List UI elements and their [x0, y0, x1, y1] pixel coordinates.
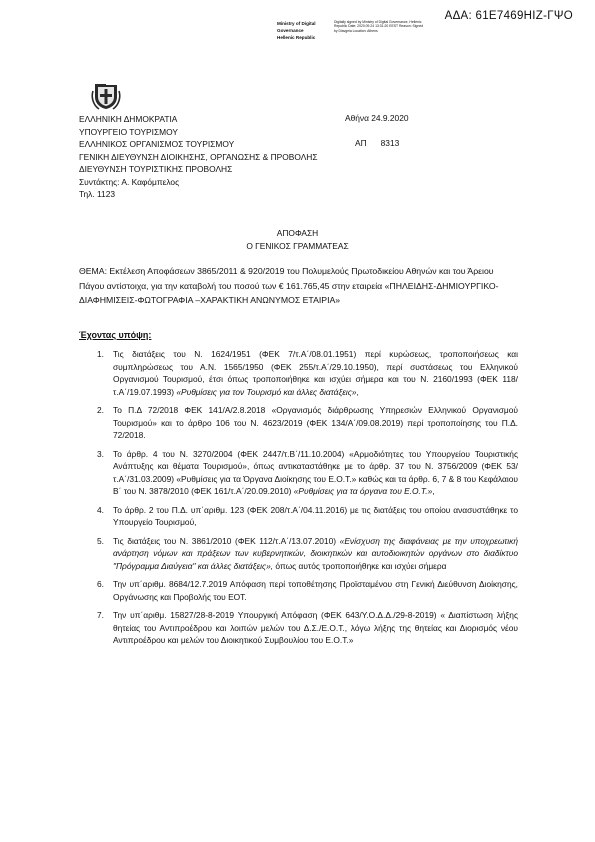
- title-decision: ΑΠΟΦΑΣΗ: [276, 228, 319, 238]
- header-line: Τηλ. 1123: [79, 189, 116, 199]
- title-signatory: Ο ΓΕΝΙΚΟΣ ΓΡΑΜΜΑΤΕΑΣ: [246, 241, 349, 251]
- document-date: Αθήνα 24.9.2020: [345, 113, 409, 123]
- hellenic-republic-emblem-icon: [91, 81, 121, 111]
- list-item: 4. Το άρθρ. 2 του Π.Δ. υπ΄αριθμ. 123 (ΦΕΚ 208/τ.Α΄/04.11.2016) με τις διατάξεις του οποίου ανασυστάθηκε το Υπουργείο Τουρισμού,: [97, 504, 518, 527]
- list-item: 1. Τις διατάξεις του Ν. 1624/1951 (ΦΕΚ 7/τ.Α΄/08.01.1951) περί κυρώσεως, τροποποιήσεως και συμπληρώσεως του Α.Ν. 1565/1950 (ΦΕΚ 255/τ.Α΄/29.10.1950), περί συστάσεως του Ελληνικού Οργανισμού Τουρισμού, έτσι όπως τροποποιήθηκε και ισχύει σήμερα και του Ν. 2160/1993 (ΦΕΚ 118/τ.Α΄/19.07.1993) «Ρυθμίσεις για τον Τουρισμό και άλλες διατάξεις»,: [97, 349, 518, 397]
- header-line: ΔΙΕΥΘΥΝΣΗ ΤΟΥΡΙΣΤΙΚΗΣ ΠΡΟΒΟΛΗΣ: [79, 164, 233, 174]
- considering-list: [97, 348, 518, 653]
- list-item: 7. Την υπ΄αριθμ. 15827/28-8-2019 Υπουργική Απόφαση (ΦΕΚ 643/Υ.Ο.Δ.Δ./29-8-2019) « Διαπίστωση λήξης θητείας του Αντιπροέδρου και λοιπών μελών του Δ.Σ./Ε.Ο.Τ., λόγω λήξης της θητείας και Διορισμός νέου Αντιπροέδρου και μελών του Διοικητικού Συμβουλίου του Ε.Ο.Τ.»: [97, 610, 518, 645]
- list-item: 5. Τις διατάξεις του Ν. 3861/2010 (ΦΕΚ 112/τ.Α΄/13.07.2010) «Ενίσχυση της διαφάνειας με την υποχρεωτική ανάρτηση νόμων και πράξεων των κυβερνητικών, διοικητικών και αυτοδιοικητών οργάνων στο διαδίκτυο "Πρόγραμμα Διαύγεια" και άλλες διατάξεις», όπως αυτός τροποποιήθηκε και ισχύει σήμερα: [97, 535, 518, 571]
- list-item: 3. Το άρθρ. 4 του Ν. 3270/2004 (ΦΕΚ 2447/τ.Β΄/11.10.2004) «Αρμοδιότητες του Υπουργείου Τουριστικής Ανάπτυξης και θέματα Τουρισμού», όπως αντικαταστάθηκε με το άρθρ. 37 του Ν. 3756/2009 (ΦΕΚ 53/τ.Α΄/31.03.2009) «Ρυθμίσεις για τα Όργανα Διοίκησης του Ε.Ο.Τ.» καθώς και τα άρθρ. 6, 7 & 8 του Κεφάλαιου Β΄ του Ν. 3878/2010 (ΦΕΚ 161/τ.Α΄/20.09.2010) «Ρυθμίσεις για τα όργανα του Ε.Ο.Τ.»,: [97, 448, 518, 496]
- header-line: ΕΛΛΗΝΙΚΗ ΔΗΜΟΚΡΑΤΙΑ: [79, 114, 178, 124]
- document-title: [0, 227, 595, 253]
- header-line: Συντάκτης: Α. Καφόμπελος: [79, 176, 180, 187]
- header-line: ΥΠΟΥΡΓΕΙΟ ΤΟΥΡΙΣΜΟΥ: [79, 126, 178, 137]
- ada-code: ΑΔΑ: 61Ε7469ΗΙΖ-ΓΨΟ: [444, 10, 573, 22]
- header-line: ΓΕΝΙΚΗ ΔΙΕΥΘΥΝΣΗ ΔΙΟΙΚΗΣΗΣ, ΟΡΓΑΝΩΣΗΣ & ΠΡΟΒΟΛΗΣ: [79, 151, 318, 162]
- subject-paragraph: ΘΕΜΑ: Εκτέλεση Αποφάσεων 3865/2011 & 920/2019 του Πολυμελούς Πρωτοδικείου Αθηνών και του Άρειου Πάγου αντίστοιχα, για την καταβολή του ποσού των € 161.765,45 στην εταιρεία «ΠΗΛΕΙΔΗΣ-ΔΗΜΙΟΥΡΓΙΚΟ-ΔΙΑΦΗΜΙΣΕΙΣ-ΦΩΤΟΓΡΑΦΙΑ –ΧΑΡΑΚΤΙΚΗ ΑΝΩΝΥΜΟΣ ΕΤΑΙΡΙΑ»: [79, 266, 499, 305]
- digital-signature-stamp: [277, 20, 427, 66]
- sender-header: [79, 113, 318, 201]
- signature-details: Digitally signed by Ministry of Digital Governance, Hellenic Republic Date: 2020.09.24 13:31:20 EEST Reason: Signed by Diavgeia Location: Athens: [334, 20, 424, 33]
- list-item: 6. Την υπ΄αριθμ. 8684/12.7.2019 Απόφαση περί τοποθέτησης Προϊσταμένου στη Γενική Διεύθυνση Διοίκησης, Οργάνωσης και Προβολής του ΕΟΤ.: [97, 579, 518, 602]
- considering-heading: Έχοντας υπόψη:: [79, 330, 152, 340]
- protocol-number: ΑΠ 8313: [355, 138, 400, 148]
- signature-labels: Ministry of Digital Governance Hellenic Republic: [277, 21, 316, 40]
- header-line: ΕΛΛΗΝΙΚΟΣ ΟΡΓΑΝΙΣΜΟΣ ΤΟΥΡΙΣΜΟΥ: [79, 139, 235, 149]
- list-item: 2. Το Π.Δ 72/2018 ΦΕΚ 141/Α/2.8.2018 «Οργανισμός διάρθρωσης Υπηρεσιών Ελληνικού Οργανισμού Τουρισμού» και το άρθρο 106 του Ν. 4623/2019 (ΦΕΚ 134/Α΄/09.08.2019) περί τροποποίησης του Π.Δ. 72/2018.: [97, 405, 518, 440]
